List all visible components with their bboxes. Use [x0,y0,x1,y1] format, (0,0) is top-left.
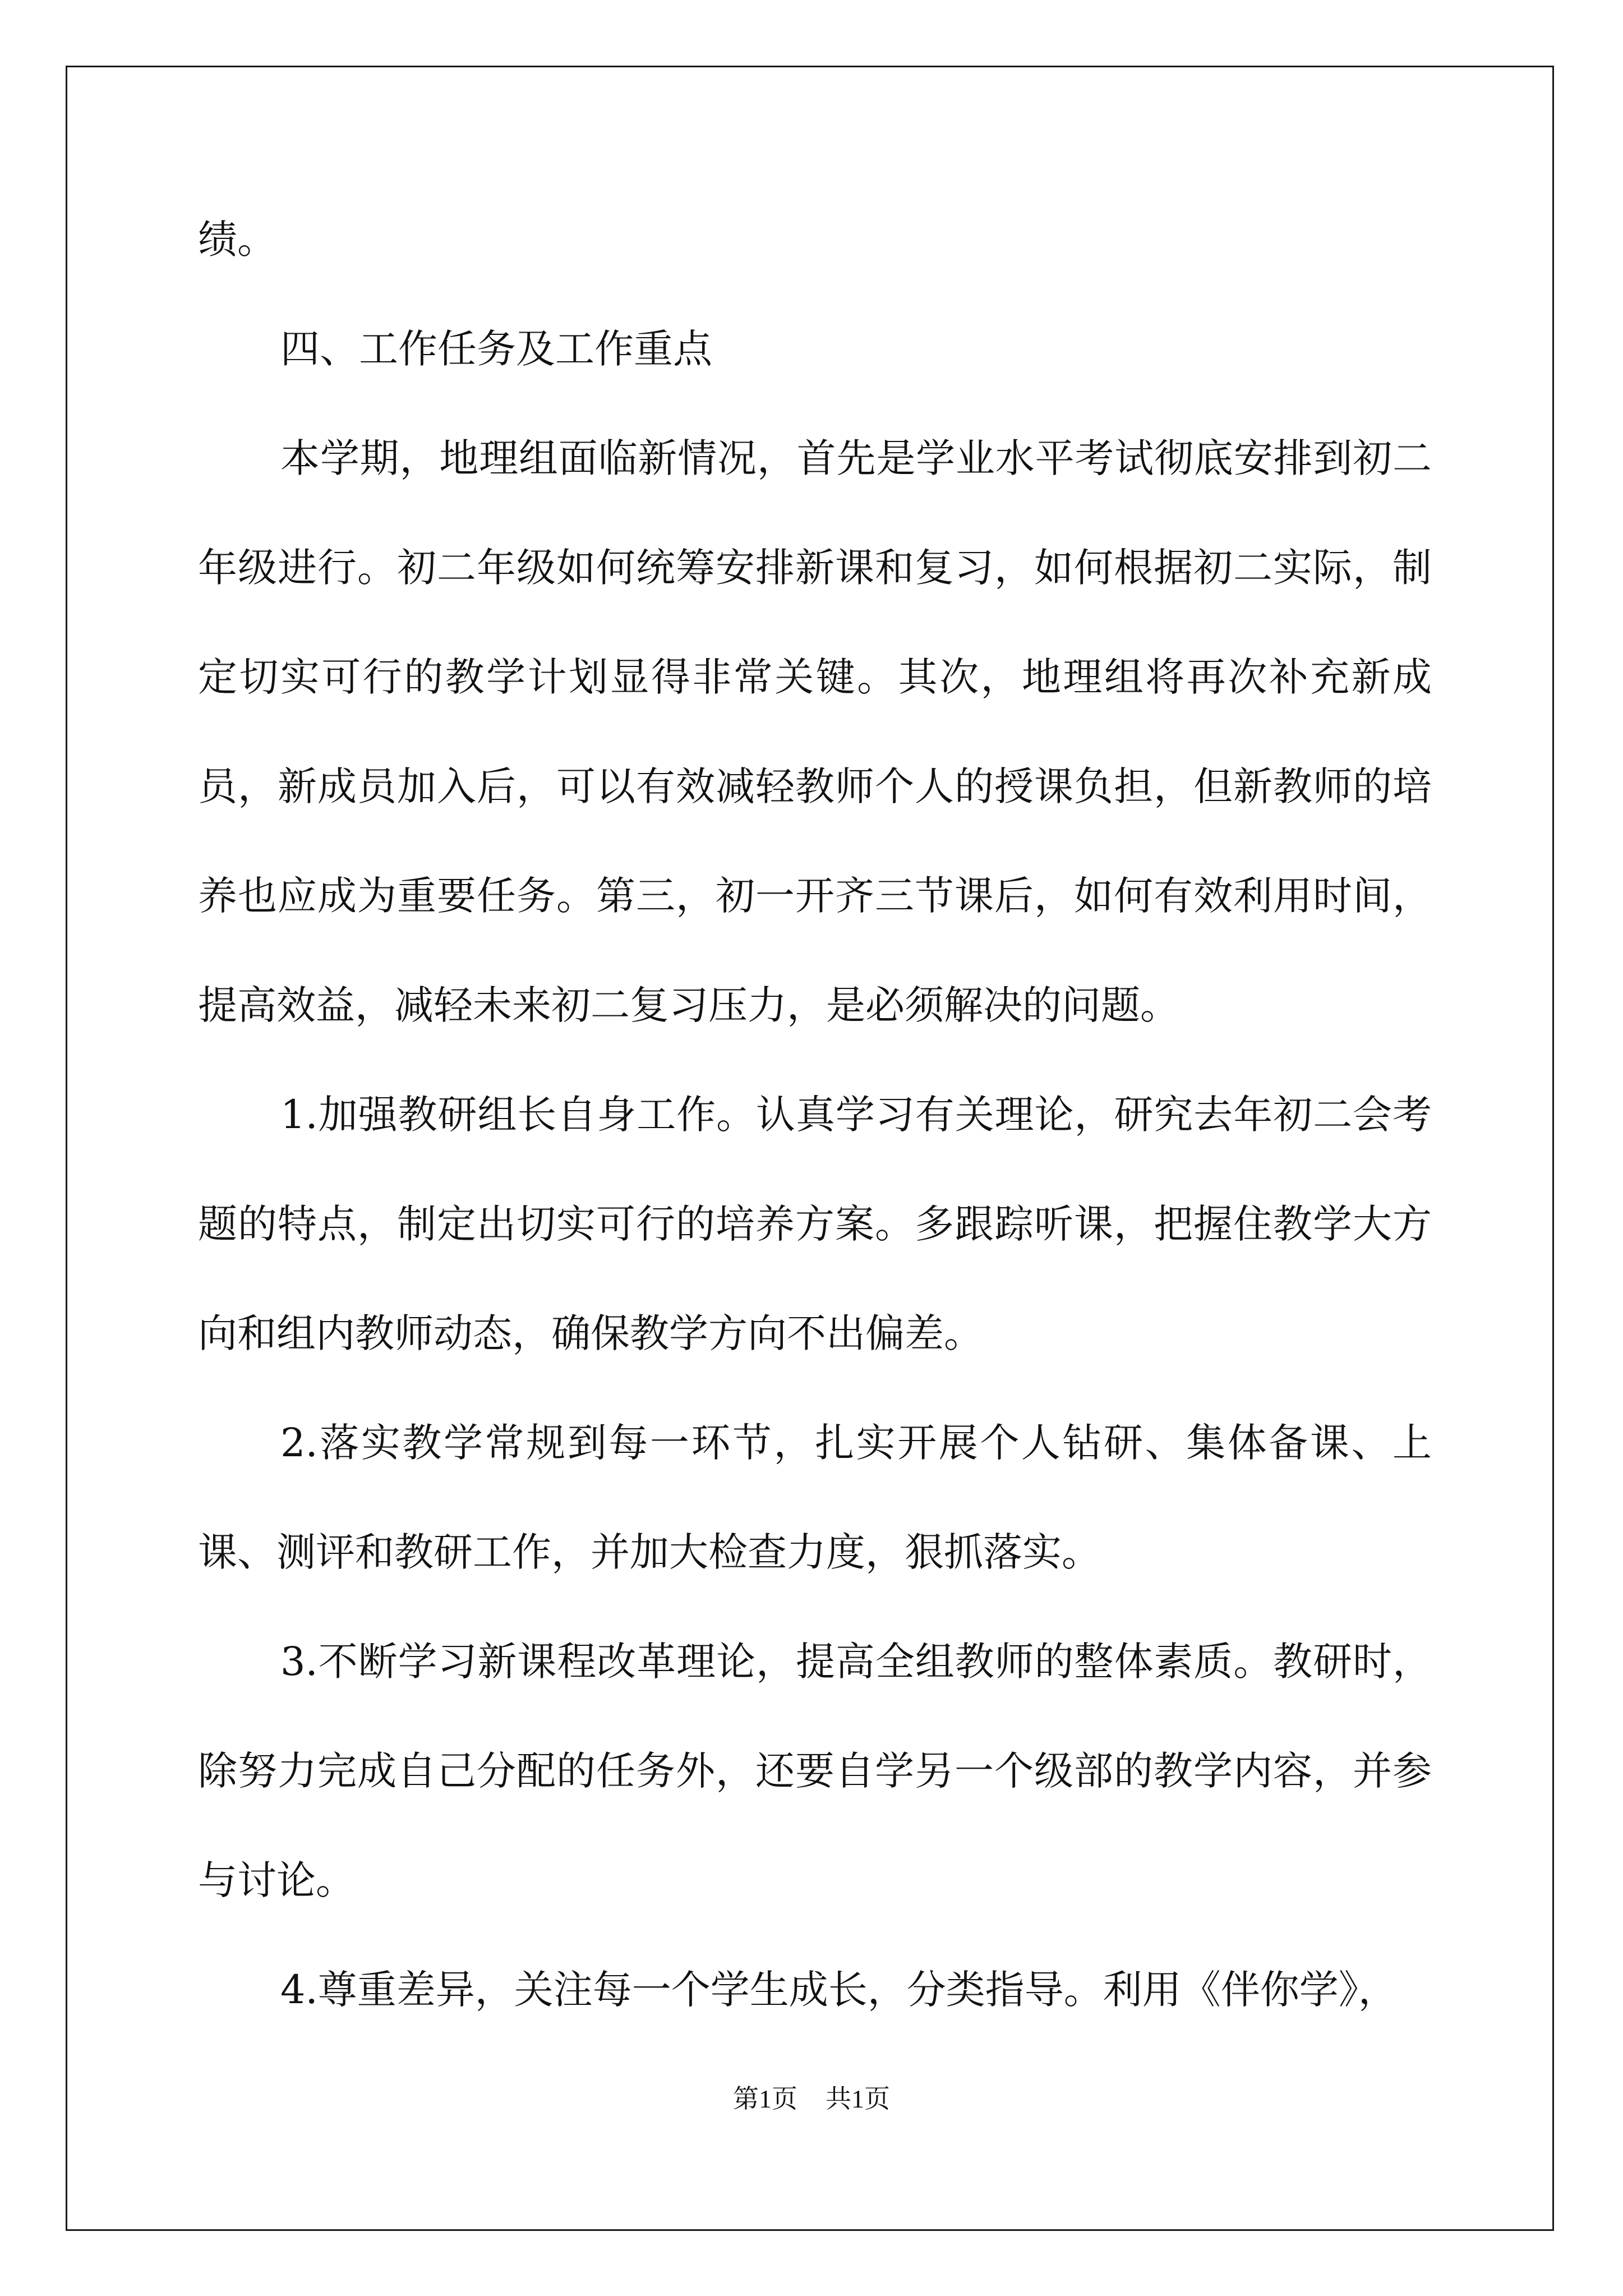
document-body [198,185,1432,2045]
list-item-1: 1.加强教研组长自身工作。认真学习有关理论，研究去年初二会考题的特点，制定出切实可行的培养方案。多跟踪听课，把握住教学大方向和组内教师动态，确保教学方向不出偏差。 [198,1092,1432,1356]
list-item-3: 3.不断学习新课程改革理论，提高全组教师的整体素质。教研时，除努力完成自己分配的任务外，还要自学另一个级部的教学内容，并参与讨论。 [198,1639,1432,1903]
section-heading: 四、工作任务及工作重点 [280,326,712,372]
page-footer [0,2078,1623,2115]
paragraph-continuation: 绩。 [198,217,276,263]
page-total: 共1页 [826,2085,890,2113]
list-item-2: 2.落实教学常规到每一环节，扎实开展个人钻研、集体备课、上课、测评和教研工作，并加大检查力度，狠抓落实。 [198,1420,1432,1575]
list-item-4: 4.尊重差异，关注每一个学生成长，分类指导。利用《伴你学》， [280,1967,1398,2013]
page-number: 第1页 [733,2085,797,2113]
paragraph-intro: 本学期，地理组面临新情况，首先是学业水平考试彻底安排到初二年级进行。初二年级如何统筹安排新课和复习，如何根据初二实际，制定切实可行的教学计划显得非常关键。其次，地理组将再次补充新成员，新成员加入后，可以有效减轻教师个人的授课负担，但新教师的培养也应成为重要任务。第三，初一开齐三节课后，如何有效利用时间，提高效益，减轻未来初二复习压力，是必须解决的问题。 [198,435,1432,1028]
